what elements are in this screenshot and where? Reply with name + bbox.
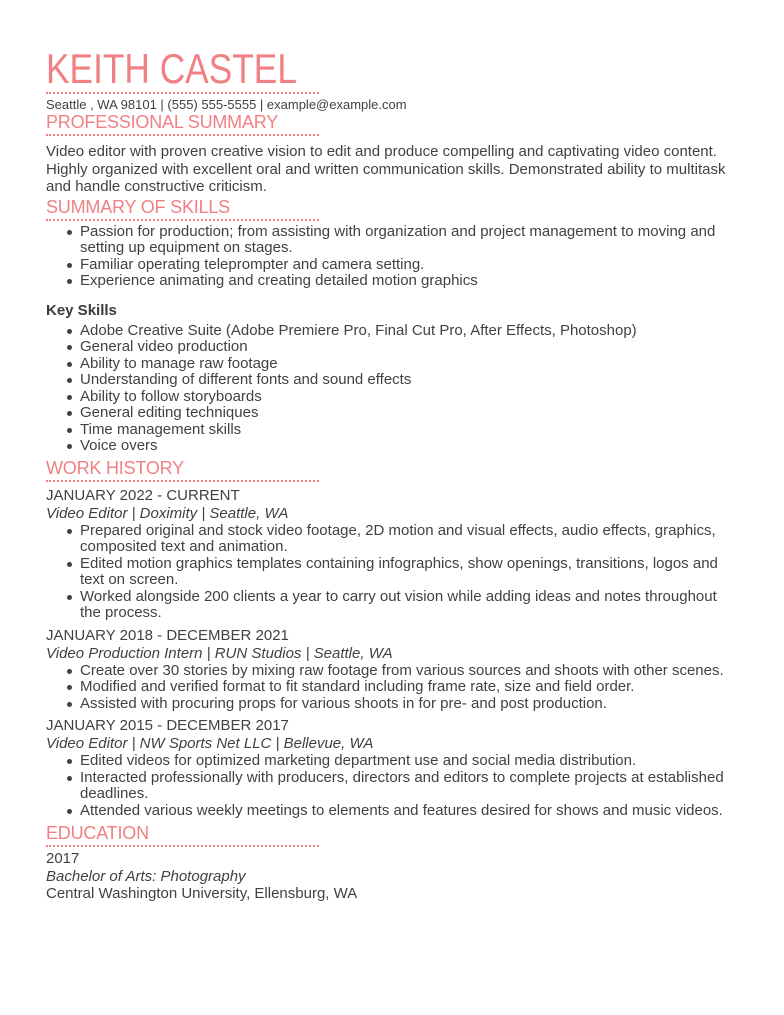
job-dates: JANUARY 2022 - CURRENT [46,486,240,504]
key-skill-bullet: Voice overs [66,438,740,455]
name-underline [46,92,319,94]
job-title: Video Editor | Doximity | Seattle, WA [46,504,289,522]
job-duties-list [46,663,740,713]
section-education [46,823,740,903]
job-duties-list [46,753,740,819]
key-skill-bullet: General video production [66,339,740,356]
education-school: Central Washington University, Ellensburg, WA [46,885,358,902]
duty-item: Assisted with procuring props for various shoots in for pre- and post production. [66,696,740,713]
job-entry [46,627,740,713]
resume-header [46,45,740,112]
education-year: 2017 [46,850,80,867]
duty-item: Edited videos for optimized marketing department use and social media distribution. [66,753,740,770]
job-entry [46,487,740,622]
skill-bullet: Familiar operating teleprompter and camera setting. [66,257,740,274]
job-title: Video Production Intern | RUN Studios | Seattle, WA [46,644,393,662]
skills-list [46,224,740,290]
key-skill-bullet: Adobe Creative Suite (Adobe Premiere Pro, Final Cut Pro, After Effects, Photoshop) [66,323,740,340]
job-title: Video Editor | NW Sports Net LLC | Bellevue, WA [46,735,374,752]
section-professional-summary [46,112,740,196]
heading-underline [46,134,319,136]
skill-bullet: Passion for production; from assisting with organization and project management to moving and setting up equipment on stages. [66,224,740,257]
education-heading: EDUCATION [46,823,149,843]
name-heading: KEITH CASTEL [46,45,297,92]
duty-item: Attended various weekly meetings to elements and features desired for shows and music videos. [66,803,740,820]
summary-of-skills-heading: SUMMARY OF SKILLS [46,196,230,217]
contact-line: Seattle , WA 98101 | (555) 555-5555 | example@example.com [46,97,407,112]
duty-item: Prepared original and stock video footage, 2D motion and visual effects, audio effects, graphics, composited text and animation. [66,523,740,556]
duty-item: Create over 30 stories by mixing raw footage from various sources and shoots with other scenes. [66,663,740,680]
heading-underline [46,480,319,482]
duty-item: Interacted professionally with producers, directors and editors to complete projects at established deadlines. [66,770,740,803]
key-skills-title: Key Skills [46,301,117,319]
professional-summary-text: Video editor with proven creative vision to edit and produce compelling and captivating video content. Highly organized with excellent oral and written communication skills. Demonstrated ability to multitask and handle constructive criticism. [46,143,726,195]
key-skill-bullet: Ability to manage raw footage [66,356,740,373]
key-skill-bullet: General editing techniques [66,405,740,422]
section-work-history [46,458,740,820]
duty-item: Worked alongside 200 clients a year to carry out vision while adding ideas and notes throughout the process. [66,589,740,622]
duty-item: Edited motion graphics templates containing infographics, show openings, transitions, logos and text on screen. [66,556,740,589]
work-history-heading: WORK HISTORY [46,457,184,478]
job-dates: JANUARY 2018 - DECEMBER 2021 [46,626,289,644]
education-degree: Bachelor of Arts: Photography [46,867,246,885]
job-dates: JANUARY 2015 - DECEMBER 2017 [46,717,289,734]
duty-item: Modified and verified format to fit standard including frame rate, size and field order. [66,679,740,696]
key-skill-bullet: Understanding of different fonts and sound effects [66,372,740,389]
heading-underline [46,219,319,221]
key-skill-bullet: Time management skills [66,422,740,439]
section-summary-of-skills [46,197,740,455]
heading-underline [46,845,319,847]
skill-bullet: Experience animating and creating detailed motion graphics [66,273,740,290]
key-skill-bullet: Ability to follow storyboards [66,389,740,406]
professional-summary-heading: PROFESSIONAL SUMMARY [46,112,279,132]
job-entry [46,717,740,819]
job-duties-list [46,523,740,622]
key-skills-list [46,323,740,455]
